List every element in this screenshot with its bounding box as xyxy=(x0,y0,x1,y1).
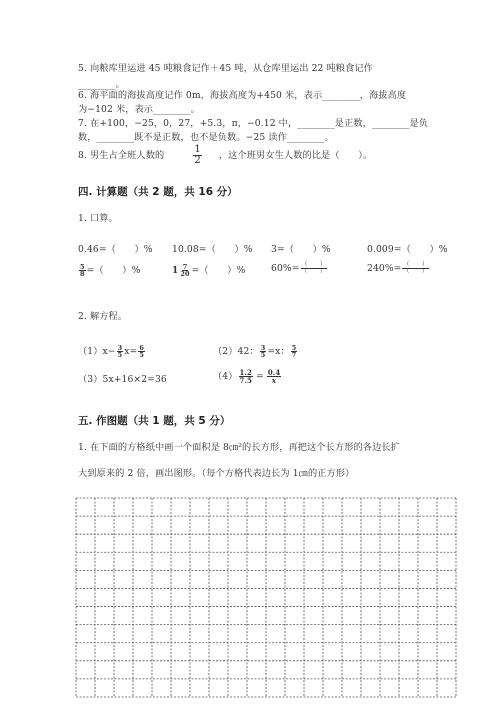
calc-item-7: 60%= $\frac{( )}{( )}$ xyxy=(271,261,326,275)
q5-line2: ________。 xyxy=(78,79,125,90)
q7-line1: 7. 在+100，−25，0，27，+5.3，π，−0.12 中，________是正数，________是负 xyxy=(78,118,429,129)
q5-line1: 5. 向粮库里运进 45 吨粮食记作＋45 吨，从仓库里运出 22 吨粮食记作 xyxy=(78,63,373,74)
calc-item-7-fraction: $\frac{( )}{( )}$ xyxy=(301,261,326,275)
q8-text-after: ，这个班男女生人数的比是（ ）。 xyxy=(218,150,373,161)
section4-title: 四. 计算题（共 2 题，共 16 分） xyxy=(78,186,238,198)
calc-item-5-fraction: $\frac{5}{8}$ xyxy=(80,262,85,278)
q4-2-label: 2. 解方程。 xyxy=(78,311,128,322)
calc-item-6: 1 $\frac{7}{20}$ =（ ）% xyxy=(172,262,246,278)
calc-item-8: 240%= $\frac{( )}{( )}$ xyxy=(367,261,428,275)
equation-1: （1）x− $\frac{3}{5}$ x= $\frac{6}{5}$ xyxy=(78,343,144,359)
calc-item-5: $\frac{5}{8}$ =（ ）% xyxy=(80,262,141,278)
equation-2: （2）42： $\frac{3}{5}$ =x： $\frac{5}{7}$ xyxy=(213,343,297,359)
equation-4: （4） $\frac{1.2}{7.5}$ = $\frac{0.4}{x}$ xyxy=(213,368,281,385)
equation-3: （3）5x+16×2=36 xyxy=(78,374,167,385)
calc-item-8-fraction: $\frac{( )}{( )}$ xyxy=(403,261,428,275)
q6-line1: 6. 海平面的海拔高度记作 0m，海拔高度为+450 米，表示________，海拔高度 xyxy=(78,90,407,101)
q5-1-line2: 大到原来的 2 倍，画出图形。（每个方格代表边长为 1㎝的正方形） xyxy=(78,468,355,479)
calc-item-4: 0.009=（ ）% xyxy=(367,244,448,255)
q8 xyxy=(78,145,372,166)
q8-fraction: $\frac{1}{2}$ xyxy=(194,144,201,166)
section5-title: 五. 作图题（共 1 题，共 5 分） xyxy=(78,415,231,427)
calc-item-1: 0.46=（ ）% xyxy=(78,244,153,255)
q5-1-line1: 1. 在下面的方格纸中画一个面积是 8㎝²的长方形，再把这个长方形的各边长扩 xyxy=(78,442,400,453)
q8-text-before: 8. 男生占全班人数的 xyxy=(78,150,165,161)
q6-line2: 为−102 米，表示________。 xyxy=(78,104,200,115)
calc-item-3: 3=（ ）% xyxy=(271,244,331,255)
q4-1-label: 1. 口算。 xyxy=(78,213,118,224)
grid-svg[interactable] xyxy=(75,497,457,698)
grid-paper[interactable] xyxy=(75,497,457,702)
q7-line2: 数，________既不是正数，也不是负数。−25 读作________。 xyxy=(78,132,334,143)
calc-item-6-fraction: $\frac{7}{20}$ xyxy=(180,262,190,278)
calc-item-2: 10.08=（ ）% xyxy=(172,244,253,255)
